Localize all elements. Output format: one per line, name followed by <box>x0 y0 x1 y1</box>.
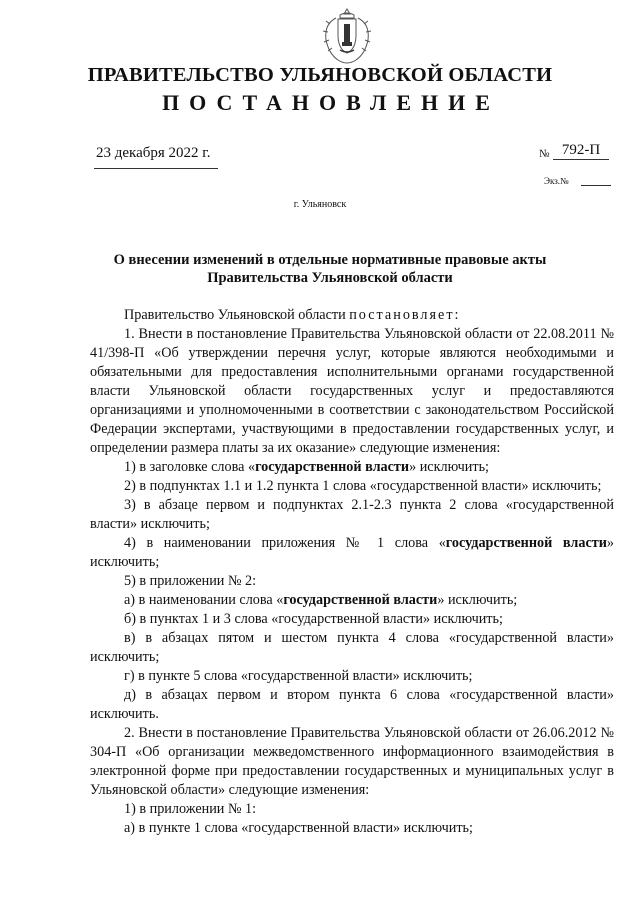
document-body <box>90 306 614 838</box>
item-1-1 <box>90 458 614 477</box>
item-1-5-d: г) в пункте 5 слова «государственной власти» исключить; <box>124 668 473 684</box>
item-1-5-b: б) в пунктах 1 и 3 слова «государственной власти» исключить; <box>124 611 503 627</box>
copy-number-line <box>581 185 611 186</box>
paragraph-1: 1. Внести в постановление Правительства Ульяновской области от 22.08.2011 № 41/398-П «Об утверждении перечня услуг, которые являются необходимыми и обязательными для предоставления исполнительными органами государственной власти Ульяновской области государственных услуг и предоставляются организациями и уполномоченными в соответствии с законодательством Российской Федерации экспертами, участвующими в предоставлении государственных услуг, и определении размера платы за их оказание» следующие изменения: <box>90 326 614 456</box>
item-2-1: 1) в приложении № 1: <box>124 801 257 817</box>
item-1-3: 3) в абзаце первом и подпунктах 2.1-2.3 пункта 2 слова «государственной власти» исключить; <box>90 497 614 532</box>
intro-text: Правительство Ульяновской области <box>124 307 346 323</box>
item-1-4-pre: 4) в наименовании приложения № 1 слова « <box>124 535 446 551</box>
item-1-4-bold: государственной власти <box>445 535 607 551</box>
document-date: 23 декабря 2022 г. <box>96 145 211 161</box>
paragraph-2: 2. Внести в постановление Правительства Ульяновской области от 26.06.2012 № 304-П «Об организации межведомственного информационного взаимодействия в электронной форме при предоставлении государственных и муниципальных услуг в Ульяновской области» следующие изменения: <box>90 725 614 798</box>
intro-resolve-word: постановляет: <box>349 307 461 323</box>
item-1-2: 2) в подпунктах 1.1 и 1.2 пункта 1 слова «государственной власти» исключить; <box>124 478 602 494</box>
item-1-5-a <box>90 591 614 610</box>
item-1-1-pre: 1) в заголовке слова « <box>124 459 256 475</box>
coat-of-arms-emblem <box>316 6 378 68</box>
city-name: г. Ульяновск <box>293 199 347 210</box>
item-1-5-e: д) в абзацах первом и втором пункта 6 слова «государственной власти» исключить. <box>90 687 614 722</box>
heading-line-2: Правительства Ульяновской области <box>207 270 453 286</box>
heading-line-1: О внесении изменений в отдельные нормативные правовые акты <box>113 252 547 268</box>
number-label: № <box>539 148 550 160</box>
item-1-1-post: » исключить; <box>409 459 489 475</box>
item-2-1-a: а) в пункте 1 слова «государственной власти» исключить; <box>124 820 473 836</box>
intro-paragraph <box>90 306 614 325</box>
copy-number-label: Экз.№ <box>544 176 569 186</box>
item-1-5-c: в) в абзацах пятом и шестом пункта 4 слова «государственной власти» исключить; <box>90 630 614 665</box>
date-underline <box>94 168 218 169</box>
organization-title: ПРАВИТЕЛЬСТВО УЛЬЯНОВСКОЙ ОБЛАСТИ <box>87 64 553 86</box>
item-1-5: 5) в приложении № 2: <box>124 573 257 589</box>
item-1-5-a-post: » исключить; <box>437 592 518 608</box>
item-1-4-post: » исключить; <box>90 535 614 570</box>
document-heading <box>60 251 600 287</box>
item-1-1-bold: государственной власти <box>255 459 410 475</box>
document-number: 792-П <box>553 142 609 160</box>
item-1-5-a-pre: а) в наименовании слова « <box>124 592 284 608</box>
item-1-5-a-bold: государственной власти <box>283 592 438 608</box>
document-type-title: ПОСТАНОВЛЕНИЕ <box>162 90 500 115</box>
item-1-4 <box>90 534 614 572</box>
